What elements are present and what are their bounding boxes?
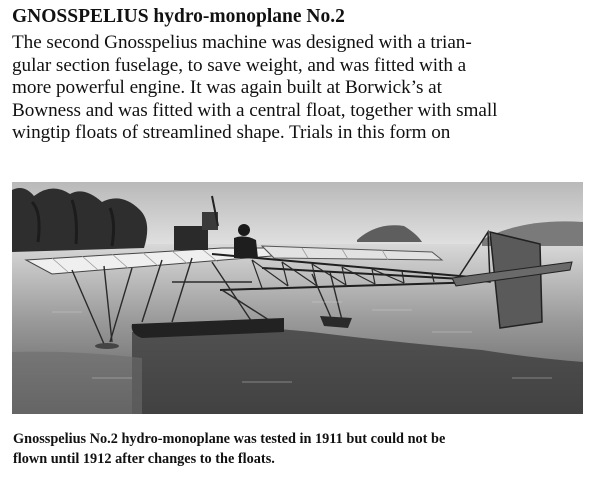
- body-line: The second Gnosspelius machine was designed with a trian-: [12, 32, 472, 53]
- wingtip-float: [95, 343, 119, 349]
- body-line: wingtip floats of streamlined shape. Trials in this form on: [12, 122, 451, 144]
- photo-hydro-monoplane: [12, 182, 583, 414]
- pilot: [238, 224, 250, 236]
- caption-line: flown until 1912 after changes to the floats.: [13, 450, 275, 467]
- body-line: more powerful engine. It was again built at Borwick’s at: [12, 77, 442, 99]
- article-heading: GNOSSPELIUS hydro-monoplane No.2: [12, 6, 345, 27]
- article-body: [12, 32, 590, 145]
- body-line: Bowness and was fitted with a central float, together with small: [12, 99, 498, 121]
- caption-line: Gnosspelius No.2 hydro-monoplane was tested in 1911 but could not be: [13, 431, 446, 447]
- photo-caption: [13, 430, 588, 469]
- body-line: gular section fuselage, to save weight, and was fitted with a: [12, 54, 467, 76]
